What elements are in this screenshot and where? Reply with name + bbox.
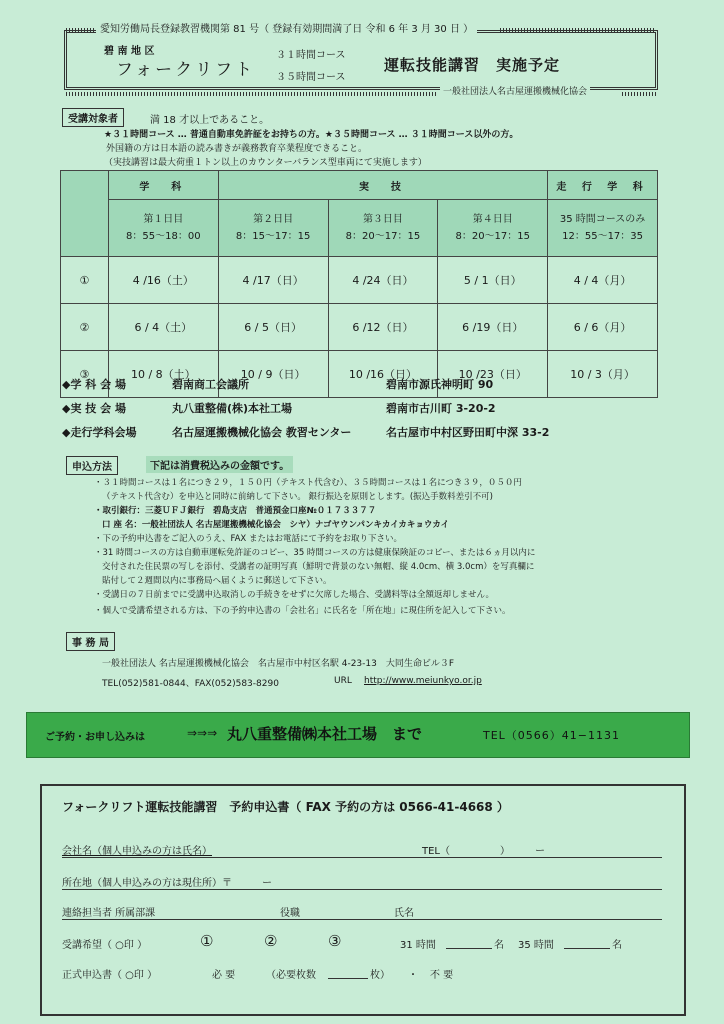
contact-banner (26, 712, 690, 758)
table-row (61, 351, 658, 398)
office-url-link[interactable]: http://www.meiunkyo.or.jp (364, 676, 482, 686)
organization-name: 一般社団法人名古屋運搬機械化協会 (440, 84, 590, 97)
account-name: 口 座 名：一般社団法人 名古屋運搬機械化協会 シヤ）ナゴヤウンパンキカイカキョウカイ (102, 520, 450, 530)
copies-count-field[interactable] (328, 978, 368, 979)
arrows-icon: ⇒⇒⇒ (187, 726, 218, 740)
formal-not-needed-option[interactable]: 不 要 (430, 970, 454, 981)
application-line: ・受講日の７日前までに受講申込取消しの手続きをせずに欠席した場合、受講料等は全額返却しません。 (94, 590, 495, 600)
application-line: ・下の予約申込書をご記入のうえ、FAX またはお電話にて予約をお取り下さい。 (94, 534, 402, 544)
table-row (61, 257, 658, 304)
group-header-driving: 走 行 学 科 (548, 171, 658, 200)
course-31-unit: 名 (494, 940, 504, 951)
table-cell: 4 /24（日） (328, 257, 438, 304)
venue-practical-address: 碧南市古川町 3-20-2 (386, 402, 496, 415)
table-cell: 6 / 6（月） (548, 304, 658, 351)
separator-dot: ・ (408, 970, 418, 981)
eligibility-note: （実技講習は最大荷重１トン以上のカウンターバランス型車両にて実施します） (104, 158, 427, 168)
column-header: 第４日目 8：20〜17：15 (438, 200, 548, 257)
contact-person-label: 連絡担当者 所属部課 (62, 908, 156, 919)
column-header: 第２日目 8：15〜17：15 (218, 200, 328, 257)
application-label: 申込方法 (66, 456, 118, 475)
venue-driving-address: 名古屋市中村区野田町中深 33-2 (386, 426, 550, 439)
table-corner (61, 171, 109, 257)
registration-text: 愛知労働局長登録教習機関第 81 号（ 登録有効期間満了日 令和 6 年 3 月 30 日 ） (96, 20, 477, 35)
schedule-table (60, 170, 658, 398)
position-label: 役職 (280, 908, 300, 919)
header-hatch (66, 28, 96, 32)
course-35-label: ３５時間コース (276, 72, 346, 83)
office-address: 一般社団法人 名古屋運搬機械化協会 名古屋市中村区名駅 4-23-13 大同生命ビル３F (102, 659, 455, 669)
header-hatch (66, 92, 436, 96)
row-number: ① (61, 257, 109, 304)
group-header-practical: 実 技 (218, 171, 547, 200)
table-cell: 6 / 4（土） (108, 304, 218, 351)
copies-label-open: （必要枚数 (266, 970, 316, 981)
address-field[interactable] (62, 889, 662, 890)
column-header: 第３日目 8：20〜17：15 (328, 200, 438, 257)
contact-person-field[interactable] (62, 919, 662, 920)
banner-place: 丸八重整備㈱本社工場 まで (227, 725, 423, 743)
group-header-lecture: 学 科 (108, 171, 218, 200)
course-35-count-field[interactable] (564, 948, 610, 949)
header-hatch (500, 28, 656, 32)
table-cell: 6 / 5（日） (218, 304, 328, 351)
copies-label-close: 枚） (370, 970, 390, 981)
table-cell: 5 / 1（日） (438, 257, 548, 304)
eligibility-age: 満 18 才以上であること。 (150, 115, 270, 126)
address-label: 所在地（個人申込みの方は現住所）〒 ー (62, 878, 272, 889)
area-label: 碧 南 地 区 (104, 46, 155, 57)
venue-practical-label: ◆実 技 会 場 (62, 402, 126, 415)
table-cell: 4 / 4（月） (548, 257, 658, 304)
company-name-field[interactable] (62, 857, 662, 858)
banner-tel[interactable]: TEL（0566）41−1131 (483, 729, 620, 742)
banner-lead: ご予約・お申し込みは (45, 732, 145, 743)
office-label: 事 務 局 (66, 632, 115, 651)
table-cell: 10 / 3（月） (548, 351, 658, 398)
course-31-label: ３１時間コース (276, 50, 346, 61)
column-header: 35 時間コースのみ 12：55〜17：35 (548, 200, 658, 257)
course-31-count-field[interactable] (446, 948, 492, 949)
table-cell: 10 / 8（土） (108, 351, 218, 398)
forklift-title: フォークリフト (116, 60, 256, 80)
course-35-unit: 名 (612, 940, 622, 951)
row-number: ② (61, 304, 109, 351)
formal-needed-option[interactable]: 必 要 (212, 970, 236, 981)
row-number: ③ (61, 351, 109, 398)
venue-lecture-name: 碧南商工会議所 (172, 378, 249, 391)
course-wish-label: 受講希望（ ○印 ） (62, 940, 148, 951)
venue-driving-label: ◆走行学科会場 (62, 426, 137, 439)
table-row (61, 304, 658, 351)
session-option-1[interactable]: ① (200, 932, 214, 950)
table-cell: 6 /12（日） (328, 304, 438, 351)
venue-driving-name: 名古屋運搬機械化協会 教習センター (172, 426, 352, 439)
page-title: 運転技能講習 実施予定 (384, 56, 561, 74)
table-cell: 4 /16（土） (108, 257, 218, 304)
table-cell: 4 /17（日） (218, 257, 328, 304)
application-line: 交付された住民票の写しを添付、受講者の証明写真（鮮明で背景のない無帽、縦 4.0cm、横 3.0cm）を写真欄に (102, 562, 535, 572)
venue-practical-name: 丸八重整備(株)本社工場 (172, 402, 293, 415)
table-cell: 6 /19（日） (438, 304, 548, 351)
application-line: （テキスト代含む）を申込と同時に前納して下さい。 銀行振込を原則とします。(振込手数料差引不可) (102, 492, 493, 502)
reservation-form (40, 784, 686, 1016)
eligibility-foreign: 外国籍の方は日本語の読み書きが義務教育卒業程度できること。 (106, 144, 368, 154)
column-header: 第１日目 8：55〜18：00 (108, 200, 218, 257)
header-hatch (622, 92, 658, 96)
venue-lecture-address: 碧南市源氏神明町 90 (386, 378, 494, 391)
office-tel-fax: TEL(052)581-0844、FAX(052)583-8290 (102, 679, 279, 689)
formal-application-label: 正式申込書（ ○印 ） (62, 970, 158, 981)
application-line: ・個人で受講希望される方は、下の予約申込書の「会社名」に氏名を「所在地」に現住所を記入して下さい。 (94, 606, 511, 616)
tel-label: TEL（ ） ー (422, 846, 545, 857)
application-line: ・３１時間コースは１名につき２９，１５０円（テキスト代含む）、３５時間コースは１名につき３９，０５０円 (94, 478, 522, 488)
office-url-label: URL (334, 676, 352, 686)
application-line: ・31 時間コースの方は自動車運転免許証のコピー、35 時間コースの方は健康保険証のコピー、または６ヵ月以内に (94, 548, 536, 558)
table-cell: 10 / 9（日） (218, 351, 328, 398)
table-cell: 10 /16（日） (328, 351, 438, 398)
course-35-count-label: 35 時間 (518, 940, 554, 951)
table-cell: 10 /23（日） (438, 351, 548, 398)
application-line: 貼付して２週間以内に事務局へ届くように郵送して下さい。 (102, 576, 332, 586)
eligibility-label: 受講対象者 (62, 108, 124, 127)
name-label: 氏名 (394, 908, 414, 919)
venue-lecture-label: ◆学 科 会 場 (62, 378, 126, 391)
eligibility-rule: ★３１時間コース … 普通自動車免許証をお持ちの方。★３５時間コース … ３１時間コース以外の方。 (104, 130, 519, 140)
bank-account: ・取引銀行：三菱ＵＦＪ銀行 碧島支店 普通預金口座№０１７３３７７ (94, 506, 377, 516)
session-option-2[interactable]: ② (264, 932, 278, 950)
tax-note: 下記は消費税込みの金額です。 (146, 456, 293, 473)
company-name-label: 会社名（個人申込みの方は氏名） (62, 846, 212, 857)
form-title: フォークリフト運転技能講習 予約申込書（ FAX 予約の方は 0566-41-4668 ） (62, 800, 509, 814)
session-option-3[interactable]: ③ (328, 932, 342, 950)
course-31-count-label: 31 時間 (400, 940, 436, 951)
